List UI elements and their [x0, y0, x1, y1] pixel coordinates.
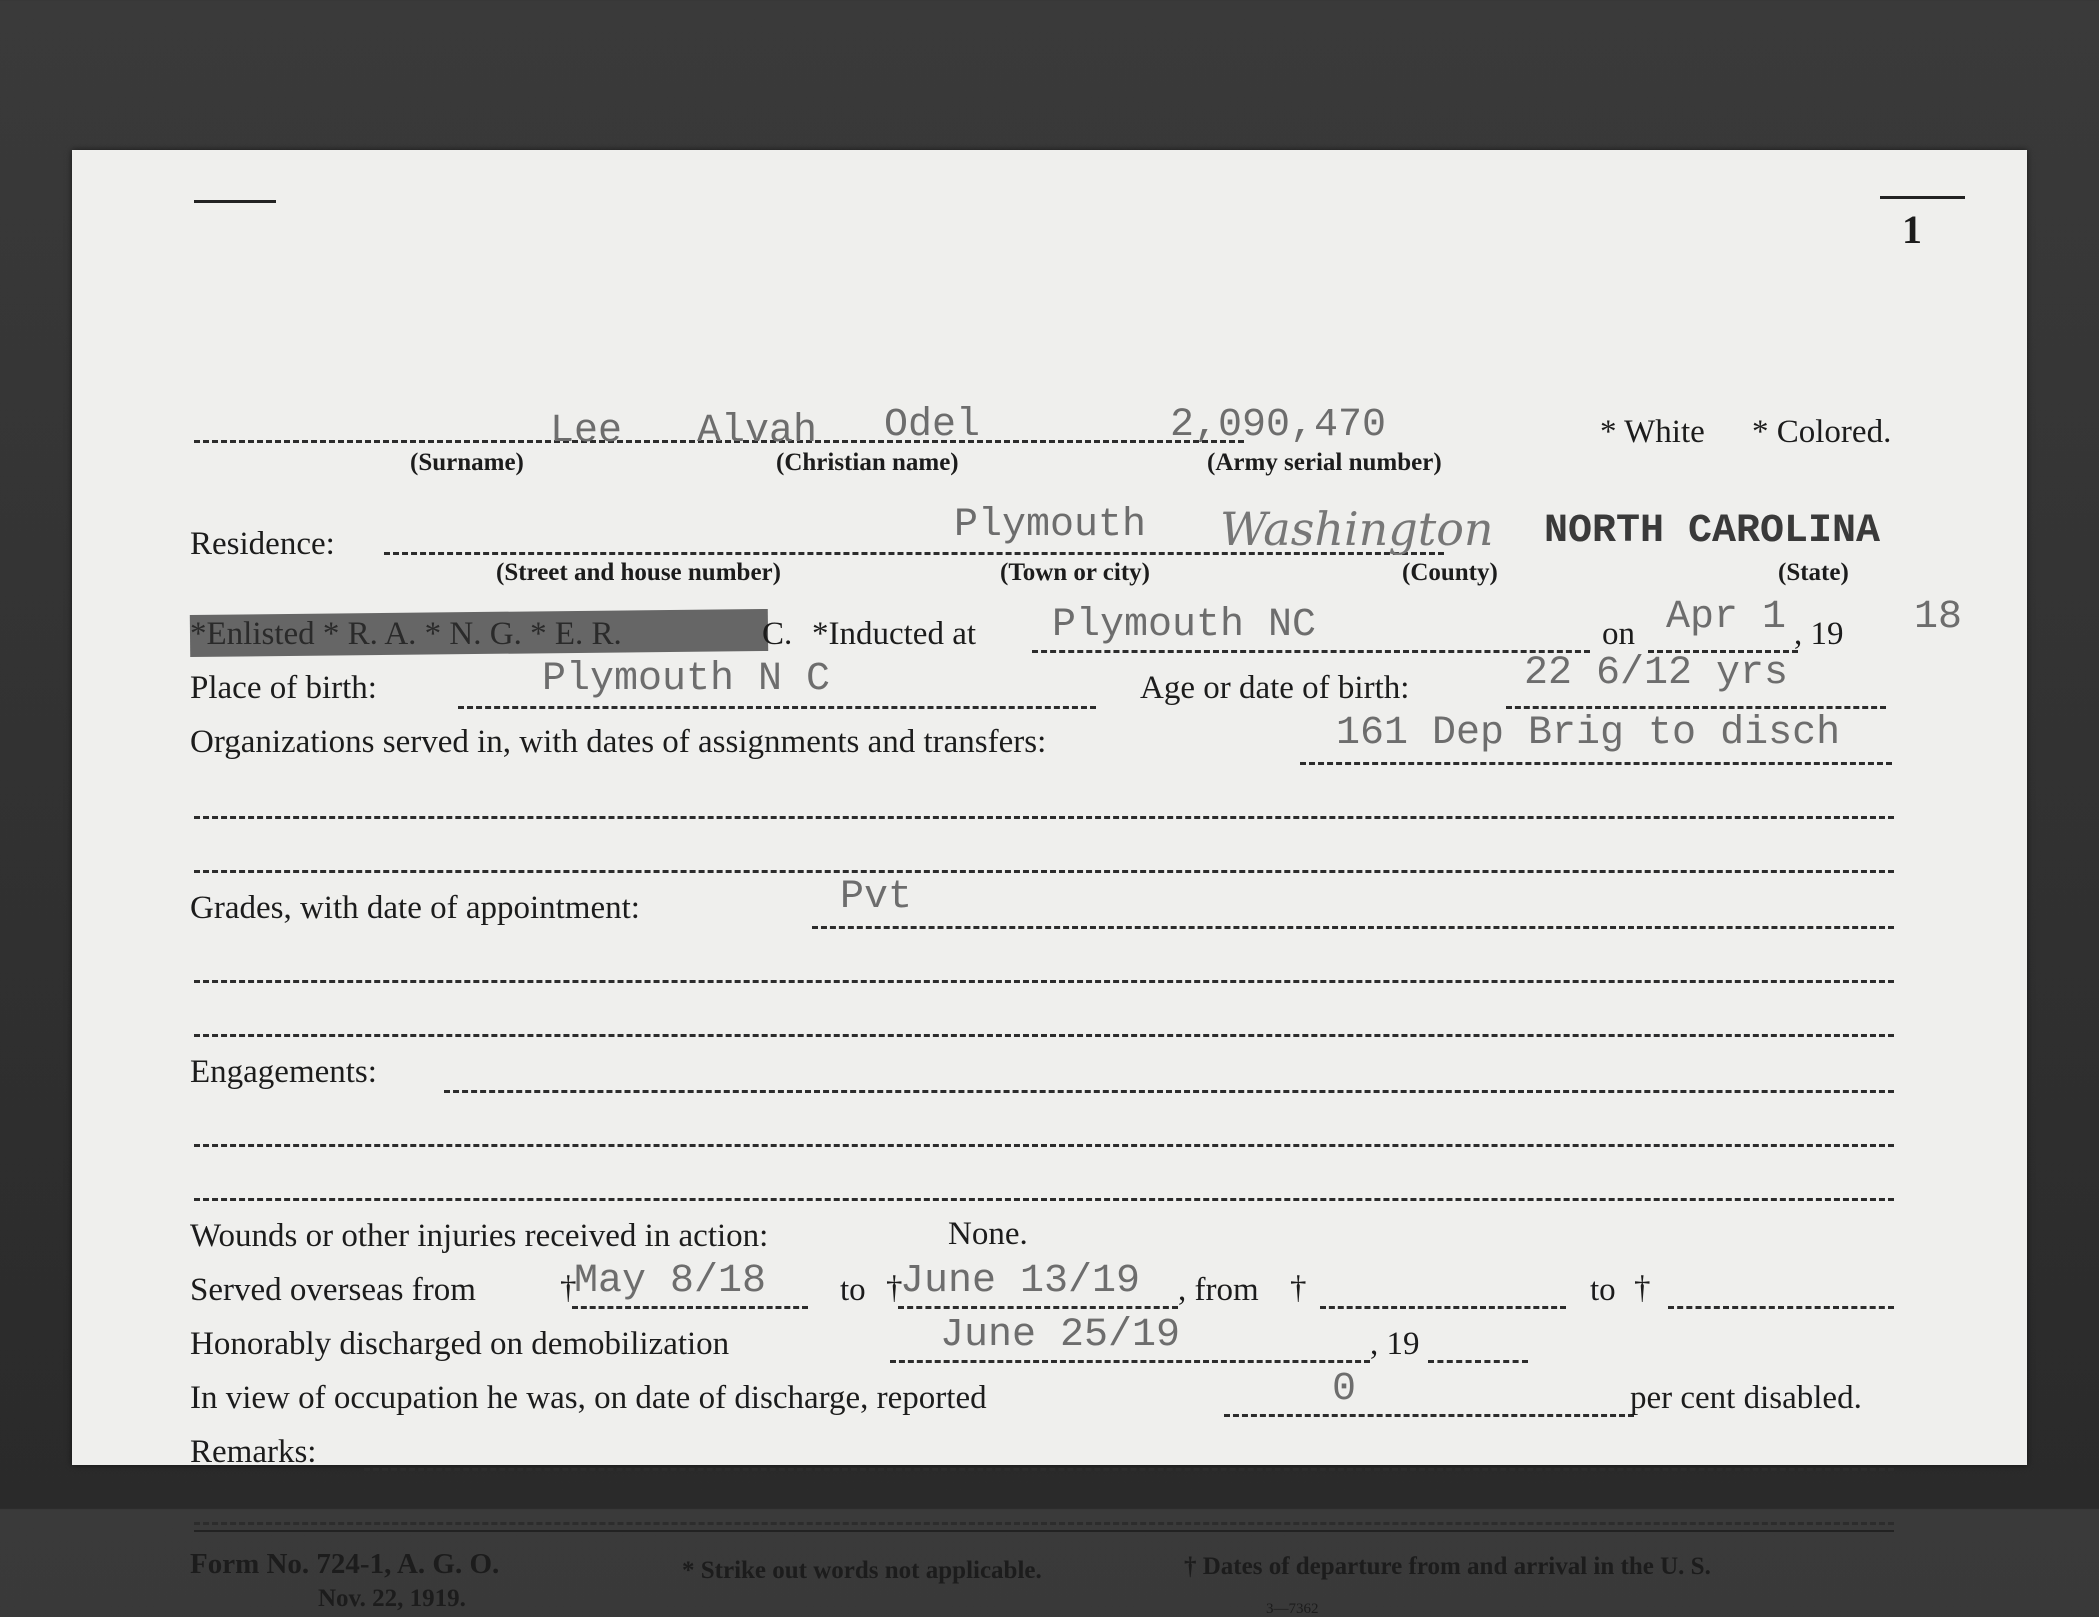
overseas-from-line: [572, 1306, 808, 1309]
place-line: [458, 706, 1096, 709]
disability-value: 0: [1332, 1367, 1357, 1412]
serial-caption: (Army serial number): [1207, 449, 1442, 476]
discharge-label: Honorably discharged on demobilization: [190, 1326, 730, 1362]
year-suffix: 18: [1914, 595, 1963, 640]
place-of-birth-label: Place of birth:: [190, 670, 377, 706]
place-of-birth-value: Plymouth N C: [542, 657, 831, 702]
dagger-3: †: [1290, 1270, 1307, 1306]
grades-value: Pvt: [840, 875, 913, 920]
top-left-rule: [194, 200, 276, 203]
form-number: Form No. 724-1, A. G. O.: [190, 1548, 500, 1580]
disability-line: [1224, 1414, 1634, 1417]
inducted-at-value: Plymouth NC: [1052, 603, 1317, 648]
colored-option: * Colored.: [1752, 414, 1892, 450]
county-caption: (County): [1402, 559, 1498, 586]
year-prefix: , 19: [1794, 616, 1844, 652]
dagger-1: †: [560, 1270, 577, 1306]
overseas-to-line-2: [1668, 1306, 1894, 1309]
footer-rule: [194, 1530, 1894, 1532]
discharge-year-line: [1428, 1360, 1528, 1363]
state-caption: (State): [1778, 559, 1849, 586]
overseas-label: Served overseas from: [190, 1272, 476, 1308]
inducted-label: *Inducted at: [812, 616, 977, 652]
engagements-line-3: [194, 1198, 1894, 1201]
org-line-2: [194, 816, 1894, 819]
page-number: 1: [1902, 207, 1922, 252]
overseas-to-label-2: to: [1590, 1272, 1616, 1308]
engagements-line-1: [444, 1090, 1894, 1093]
dagger-4: †: [1634, 1270, 1651, 1306]
on-label: on: [1602, 616, 1635, 652]
org-line-3: [194, 870, 1894, 873]
draft-record-card: [72, 150, 2027, 1617]
top-right-rule: [1880, 196, 1965, 199]
induction-date: Apr 1: [1666, 595, 1787, 640]
remarks-line-1: [364, 1468, 1894, 1471]
residence-label: Residence:: [190, 526, 335, 562]
overseas-to-label: to: [840, 1272, 866, 1308]
dagger-2: †: [886, 1270, 903, 1306]
grades-line-2: [194, 980, 1894, 983]
age-line: [1506, 706, 1886, 709]
overseas-from-label-2: , from: [1178, 1272, 1259, 1308]
residence-state: NORTH CAROLINA: [1544, 509, 1881, 554]
overseas-to-date: June 13/19: [900, 1259, 1141, 1304]
grades-line-3: [194, 1034, 1894, 1037]
disability-suffix: per cent disabled.: [1630, 1380, 1862, 1416]
inducted-line: [1032, 650, 1590, 653]
dagger-note: † Dates of departure from and arrival in the U. S.: [1184, 1553, 1711, 1580]
wounds-label: Wounds or other injuries received in action:: [190, 1218, 769, 1254]
struck-options: *Enlisted * R. A. * N. G. * E. R.: [190, 616, 622, 652]
organizations-label: Organizations served in, with dates of assignments and transfers:: [190, 724, 1047, 760]
engagements-line-2: [194, 1144, 1894, 1147]
overseas-from-date: May 8/18: [574, 1259, 767, 1304]
organizations-value: 161 Dep Brig to disch: [1336, 711, 1841, 756]
town-caption: (Town or city): [1000, 559, 1150, 586]
remarks-label: Remarks:: [190, 1434, 317, 1470]
remarks-line-2: [194, 1522, 1894, 1525]
discharge-year-prefix: , 19: [1370, 1326, 1420, 1362]
engagements-label: Engagements:: [190, 1054, 377, 1090]
surname-value: Lee: [550, 409, 623, 454]
surname-caption: (Surname): [410, 449, 524, 476]
army-serial-value: 2,090,470: [1170, 403, 1387, 448]
age-label: Age or date of birth:: [1140, 670, 1410, 706]
age-value: 22 6/12 yrs: [1524, 651, 1789, 696]
christian-caption: (Christian name): [776, 449, 959, 476]
disability-label: In view of occupation he was, on date of discharge, reported: [190, 1380, 987, 1416]
overseas-from-line-2: [1320, 1306, 1566, 1309]
discharge-date: June 25/19: [940, 1313, 1181, 1358]
grades-label: Grades, with date of appointment:: [190, 890, 640, 926]
form-date: Nov. 22, 1919.: [318, 1585, 466, 1612]
discharge-line: [890, 1360, 1370, 1363]
struck-tail: C.: [762, 616, 793, 652]
print-code: 3—7362: [1266, 1601, 1319, 1617]
residence-town: Plymouth: [954, 503, 1147, 548]
street-caption: (Street and house number): [496, 559, 781, 586]
residence-county: Washington: [1220, 502, 1494, 556]
christian-name-part1: Alvah: [697, 409, 818, 454]
org-line-1: [1300, 762, 1892, 765]
strike-note: * Strike out words not applicable.: [682, 1557, 1042, 1584]
white-option: * White: [1600, 414, 1705, 450]
wounds-value: None.: [948, 1216, 1028, 1252]
overseas-to-line: [898, 1306, 1178, 1309]
christian-name-part2: Odel: [884, 403, 981, 448]
grades-line-1: [812, 926, 1894, 929]
